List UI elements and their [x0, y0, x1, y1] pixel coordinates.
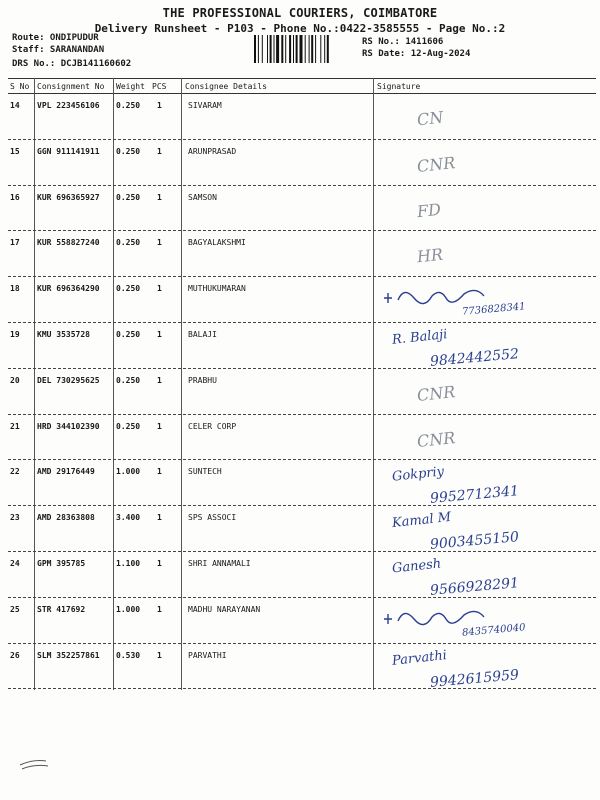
row-consignee: SIVARAM [188, 101, 222, 110]
signature-text: FD [416, 199, 442, 221]
row-signature [372, 238, 594, 278]
rs-date: RS Date: 12-Aug-2024 [362, 49, 471, 59]
row-sno: 22 [10, 467, 20, 477]
row-consignee: MADHU NARAYANAN [188, 604, 261, 614]
row-divider [8, 643, 596, 644]
col-divider [34, 78, 35, 690]
row-divider [8, 185, 596, 186]
row-pcs: 1 [157, 513, 162, 523]
row-sno: 15 [10, 146, 20, 156]
row-consignee: SPS ASSOCI [188, 513, 237, 523]
row-weight: 1.000 [116, 467, 141, 477]
row-weight: 0.250 [116, 375, 141, 385]
signature-phone: 9842442552 [429, 346, 520, 370]
row-signature [372, 193, 594, 233]
row-pcs: 1 [157, 375, 162, 385]
row-signature [372, 327, 594, 370]
row-signature [372, 647, 594, 691]
row-weight: 1.000 [116, 604, 141, 614]
col-head-consignment: Consignment No [37, 82, 105, 91]
row-sno: 20 [10, 375, 20, 385]
row-divider [8, 276, 596, 277]
drs-number: DRS No.: DCJB141160602 [12, 59, 132, 69]
row-consignment-no: VPL 223456106 [37, 101, 100, 110]
row-consignee: BALAJI [188, 330, 217, 339]
row-signature [372, 101, 594, 141]
row-divider [8, 688, 596, 689]
row-consignment-no: GGN 911141911 [37, 146, 100, 156]
col-head-sno: S No [10, 82, 30, 91]
barcode-image [253, 35, 357, 63]
row-sno: 17 [10, 238, 20, 248]
col-divider [113, 78, 114, 690]
row-divider [8, 505, 596, 506]
row-pcs: 1 [157, 146, 162, 156]
row-consignment-no: KUR 558827240 [37, 238, 100, 248]
row-consignee: SUNTECH [188, 467, 222, 477]
row-consignment-no: DEL 730295625 [37, 375, 100, 385]
row-signature [372, 556, 594, 599]
row-pcs: 1 [157, 284, 162, 294]
row-pcs: 1 [157, 650, 162, 660]
row-sno: 26 [10, 650, 20, 660]
signature-phone: 9942615959 [429, 666, 520, 691]
row-consignee: MUTHUKUMARAN [188, 284, 246, 294]
row-divider [8, 368, 596, 369]
signature-text: Gokpriy [391, 464, 445, 486]
col-head-consignee: Consignee Details [185, 82, 267, 91]
row-weight: 0.250 [116, 284, 141, 294]
signature-text: Kamal M [391, 510, 452, 532]
row-consignment-no: GPM 395785 [37, 559, 86, 568]
row-pcs: 1 [157, 559, 162, 568]
signature-phone: 9952712341 [429, 483, 520, 508]
rs-number: RS No.: 1411606 [362, 37, 444, 47]
runsheet-subtitle: Delivery Runsheet - P103 - Phone No.:0422-3585555 - Page No.:2 [94, 22, 506, 35]
row-consignee: BAGYALAKSHMI [188, 238, 246, 248]
col-head-weight: Weight [116, 82, 145, 91]
row-divider [8, 139, 596, 140]
row-divider [8, 459, 596, 460]
row-consignment-no: HRD 344102390 [37, 421, 100, 431]
row-weight: 3.400 [116, 513, 141, 523]
row-signature [372, 464, 594, 508]
row-sno: 24 [10, 559, 20, 568]
row-sno: 18 [10, 284, 20, 294]
row-sno: 14 [10, 101, 20, 110]
signature-text: R. Balaji [391, 327, 449, 348]
row-signature [372, 510, 594, 554]
row-consignment-no: KUR 696364290 [37, 284, 100, 294]
row-divider [8, 322, 596, 323]
row-consignee: CELER CORP [188, 421, 237, 431]
row-consignee: PRABHU [188, 375, 217, 385]
row-pcs: 1 [157, 604, 162, 614]
signature-text: Parvathi [391, 647, 448, 669]
company-title: THE PROFESSIONAL COURIERS, COIMBATORE [162, 6, 438, 20]
row-divider [8, 551, 596, 552]
row-signature [372, 147, 594, 187]
row-sno: 21 [10, 421, 20, 431]
signature-text: HR [416, 245, 444, 267]
row-pcs: 1 [157, 238, 162, 248]
row-consignee: SAMSON [188, 192, 217, 202]
row-weight: 0.250 [116, 238, 141, 248]
row-signature [372, 284, 594, 324]
row-pcs: 1 [157, 330, 162, 339]
signature-text: CNR [416, 381, 457, 405]
table-top-rule [8, 78, 596, 79]
row-divider [8, 597, 596, 598]
staff-label: Staff: SARANANDAN [12, 45, 105, 55]
row-consignment-no: STR 417692 [37, 604, 86, 614]
row-consignee: PARVATHI [188, 650, 227, 660]
row-sno: 16 [10, 192, 20, 202]
signature-text: CNR [416, 427, 457, 451]
signature-text: Ganesh [391, 556, 442, 577]
row-consignment-no: AMD 28363808 [37, 513, 95, 523]
route-label: Route: ONDIPUDUR [12, 33, 99, 43]
row-weight: 1.100 [116, 559, 141, 568]
row-weight: 0.250 [116, 101, 141, 110]
row-consignment-no: KUR 696365927 [37, 192, 100, 202]
col-head-pcs: PCS [152, 82, 167, 91]
signature-text: CNR [416, 152, 457, 176]
signature-phone: 7736828341 [461, 301, 526, 318]
row-pcs: 1 [157, 421, 162, 431]
row-divider [8, 230, 596, 231]
row-weight: 0.250 [116, 421, 141, 431]
row-pcs: 1 [157, 192, 162, 202]
signature-phone: 9566928291 [429, 575, 520, 599]
row-weight: 0.530 [116, 650, 141, 660]
row-consignee: SHRI ANNAMALI [188, 559, 251, 568]
row-sno: 23 [10, 513, 20, 523]
col-head-signature: Signature [377, 82, 421, 91]
signature-phone: 8435740040 [461, 622, 526, 639]
signature-phone: 9003455150 [429, 529, 520, 554]
row-pcs: 1 [157, 467, 162, 477]
row-sno: 25 [10, 604, 20, 614]
row-consignment-no: SLM 352257861 [37, 650, 100, 660]
row-consignee: ARUNPRASAD [188, 146, 237, 156]
row-divider [8, 414, 596, 415]
row-weight: 0.250 [116, 192, 141, 202]
row-weight: 0.250 [116, 146, 141, 156]
row-signature [372, 422, 594, 462]
row-consignment-no: AMD 29176449 [37, 467, 95, 477]
signature-text: CN [416, 107, 445, 130]
row-pcs: 1 [157, 101, 162, 110]
pen-mark-footer [18, 755, 58, 775]
row-consignment-no: KMU 3535728 [37, 330, 90, 339]
table-header-rule [8, 93, 596, 94]
col-divider [181, 78, 182, 690]
row-weight: 0.250 [116, 330, 141, 339]
row-signature [372, 605, 594, 645]
row-signature [372, 376, 594, 416]
row-sno: 19 [10, 330, 20, 339]
